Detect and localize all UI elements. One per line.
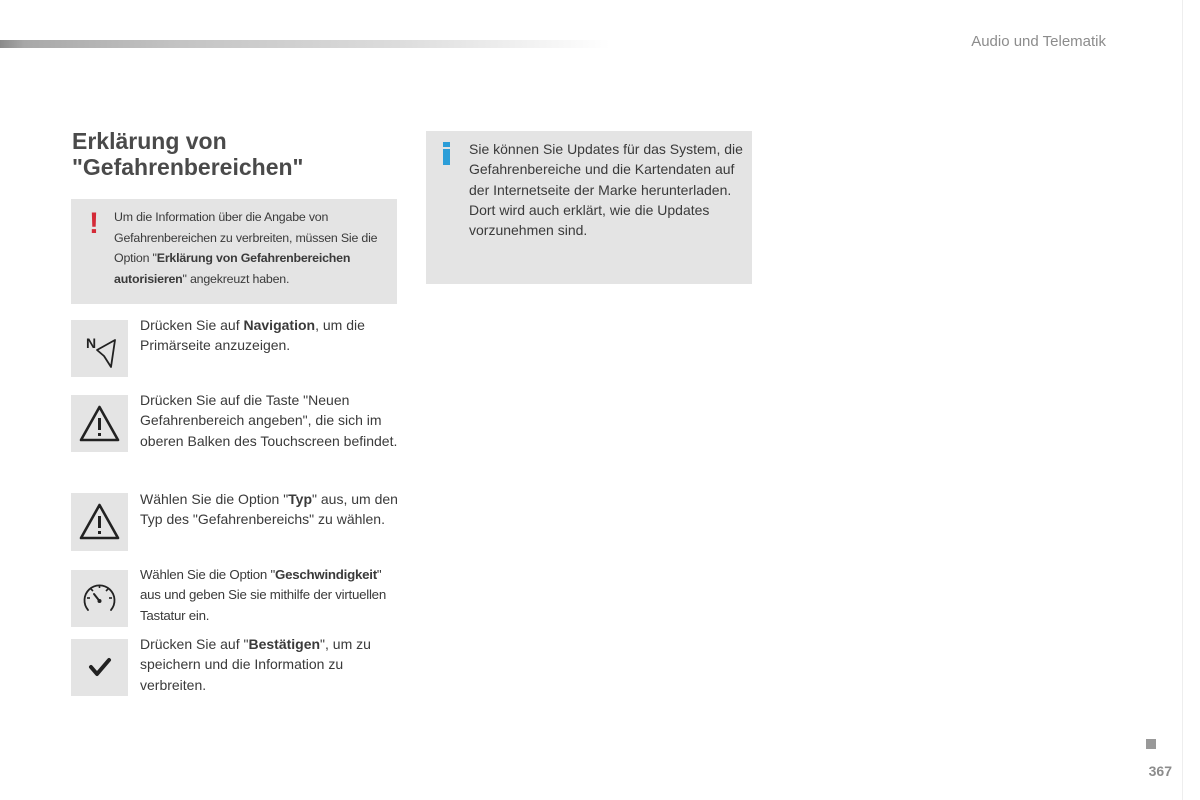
step-4-text-bold: Geschwindigkeit <box>274 567 377 582</box>
step-select-type-text <box>140 489 398 530</box>
page-edge-line <box>1182 0 1183 800</box>
step-5-text-bold: Bestätigen <box>248 636 321 652</box>
hazard-warning-icon <box>71 493 128 551</box>
info-note <box>426 131 752 284</box>
navigation-icon <box>71 320 128 377</box>
warning-text-end: " angekreuzt haben. <box>182 271 290 286</box>
info-paragraph-2: Dort wird auch erklärt, wie die Updates vorzunehmen sind. <box>469 201 710 239</box>
step-select-speed-text <box>140 565 398 626</box>
step-navigation-text <box>140 315 398 356</box>
step-3-text-end: " aus, um den Typ des "Gefahrenbereichs" zu wählen. <box>140 491 398 528</box>
step-confirm-text <box>140 634 398 695</box>
step-1-text-start: Drücken Sie auf <box>140 317 244 333</box>
page-number: 367 <box>1148 763 1172 779</box>
warning-note <box>71 199 397 304</box>
header-gradient-bar <box>0 40 610 48</box>
running-header: Audio und Telematik <box>971 33 1106 50</box>
info-paragraph-1: Sie können Sie Updates für das System, die Gefahrenbereiche und die Kartendaten auf der Internetseite der Marke herunterladen. <box>469 141 743 198</box>
step-4-text-start: Wählen Sie die Option " <box>140 567 275 582</box>
navigation-icon-letter: N <box>86 335 97 351</box>
step-5-text-start: Drücken Sie auf " <box>140 636 249 652</box>
section-title <box>72 128 402 180</box>
title-line-2: "Gefahrenbereichen" <box>72 154 304 180</box>
warning-text-start: Um die Information über die Angabe von Gefahrenbereichen zu verbreiten, müssen Sie die Option " <box>114 210 378 265</box>
step-1-text-bold: Navigation <box>243 317 316 333</box>
step-1-text-end: , um die Primärseite anzuzeigen. <box>140 317 365 354</box>
step-5-text-end: ", um zu speichern und die Information zu verbreiten. <box>140 636 371 693</box>
info-icon <box>443 142 450 165</box>
checkmark-icon <box>71 639 128 696</box>
speedometer-icon <box>71 570 128 627</box>
title-line-1: Erklärung von <box>72 128 227 154</box>
warning-note-text <box>114 207 390 289</box>
hazard-warning-icon <box>71 395 128 452</box>
step-3-text-start: Wählen Sie die Option " <box>140 491 289 507</box>
step-new-hazard-zone-text: Drücken Sie auf die Taste "Neuen Gefahrenbereich angeben", die sich im oberen Balken des Touchscreen befindet. <box>140 392 398 449</box>
step-3-text-bold: Typ <box>288 491 313 507</box>
info-note-text <box>469 139 745 240</box>
step-4-text-end: " aus und geben Sie sie mithilfe der virtuellen Tastatur ein. <box>140 567 386 623</box>
warning-text-bold: Erklärung von Gefahrenbereichen autorisieren <box>114 251 351 286</box>
page-corner-mark <box>1146 739 1156 749</box>
exclamation-icon: ! <box>89 207 99 240</box>
